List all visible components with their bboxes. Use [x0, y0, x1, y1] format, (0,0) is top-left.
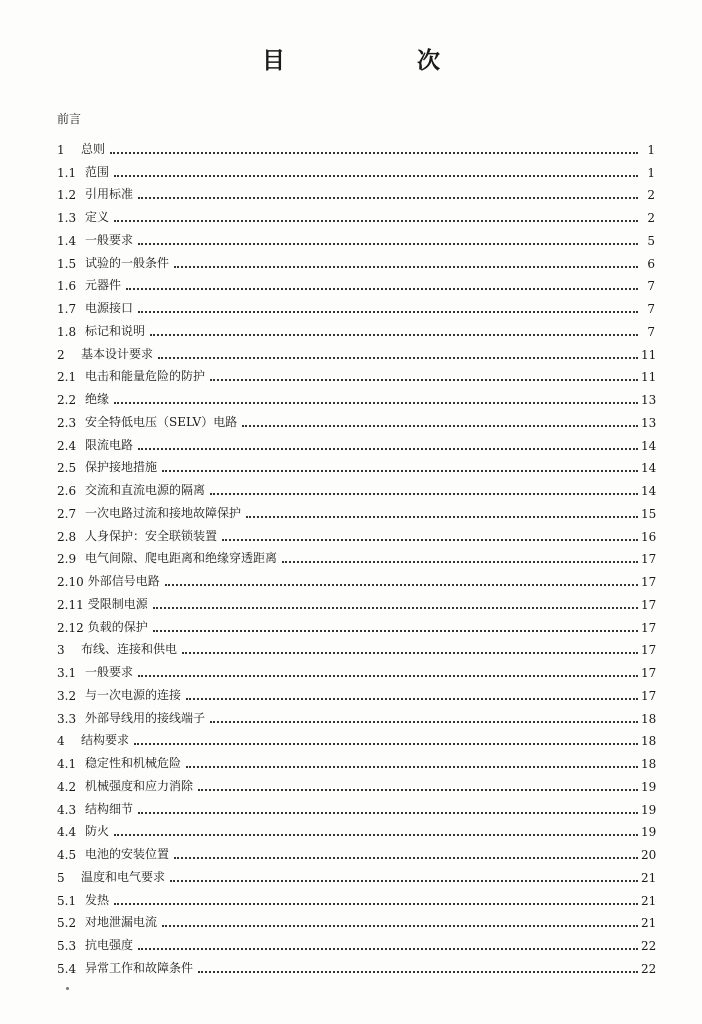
toc-entry — [57, 771, 655, 794]
toc-entry — [57, 157, 655, 180]
toc-entry-page: 17 — [641, 643, 657, 658]
toc-entry-number: 2 — [57, 347, 65, 362]
toc-entry-number: 2.4 — [57, 438, 77, 453]
toc-entry-label: 引用标准 — [85, 187, 134, 202]
toc-entry — [57, 657, 655, 680]
toc-entry-page: 18 — [641, 711, 657, 726]
toc-entry-label: 交流和直流电源的隔离 — [85, 483, 206, 497]
toc-entry-page: 17 — [641, 552, 657, 567]
toc-leader-dots — [186, 765, 638, 768]
toc-entry — [57, 430, 655, 453]
toc-leader-dots — [114, 833, 638, 836]
toc-leader-dots — [210, 492, 638, 495]
toc-entry-label: 结构细节 — [85, 801, 134, 816]
toc-leader-dots — [174, 856, 638, 859]
toc-entry-page: 1 — [647, 165, 655, 180]
toc-entry — [57, 544, 655, 567]
toc-entry-number: 3 — [57, 643, 65, 658]
toc-entry — [57, 726, 655, 749]
toc-entry-number: 3.1 — [57, 666, 77, 680]
toc-entry — [57, 271, 655, 294]
toc-entry-label: 电源接口 — [85, 301, 134, 315]
toc-entry-label: 外部信号电路 — [87, 574, 160, 588]
toc-leader-dots — [114, 401, 638, 404]
toc-entry-label: 与一次电源的连接 — [85, 687, 182, 702]
toc-entry-label: 抗电强度 — [85, 938, 134, 952]
toc-entry-page: 17 — [641, 575, 657, 589]
toc-leader-dots — [114, 174, 638, 177]
toc-entry-number: 1.2 — [57, 188, 77, 203]
toc-entry-number: 1.3 — [57, 211, 77, 225]
toc-entry — [57, 248, 655, 271]
toc-entry — [57, 703, 655, 726]
toc-leader-dots — [174, 265, 638, 268]
toc-leader-dots — [138, 310, 638, 313]
toc-entry — [57, 316, 655, 339]
toc-entry-number: 4.2 — [57, 779, 77, 794]
toc-entry — [57, 180, 655, 203]
toc-entry-label: 温度和电气要求 — [81, 869, 166, 884]
toc-entry-page: 17 — [641, 597, 657, 612]
toc-entry-page: 2 — [647, 211, 655, 225]
toc-leader-dots — [182, 651, 638, 654]
toc-entry — [57, 498, 655, 521]
toc-entry-page: 21 — [641, 893, 657, 908]
toc-entry-label: 定义 — [85, 210, 110, 224]
toc-entry — [57, 862, 655, 885]
toc-entry-label: 布线、连接和供电 — [81, 642, 178, 657]
toc-entry-number: 3.3 — [57, 711, 77, 726]
toc-leader-dots — [126, 287, 638, 290]
toc-entry — [57, 384, 655, 407]
toc-leader-dots — [150, 333, 638, 336]
toc-entry-number: 1.7 — [57, 302, 77, 316]
toc-entry-label: 防火 — [85, 824, 110, 839]
toc-leader-dots — [165, 583, 638, 586]
toc-entry-label: 对地泄漏电流 — [85, 915, 158, 930]
toc-entry-page: 18 — [641, 757, 657, 771]
toc-entry-number: 1.1 — [57, 165, 77, 180]
toc-entry-label: 标记和说明 — [85, 323, 146, 338]
toc-entry — [57, 293, 655, 316]
toc-entry-page: 11 — [641, 347, 657, 362]
toc-entry-label: 异常工作和故障条件 — [85, 960, 194, 975]
toc-entry — [57, 839, 655, 862]
toc-entry-page: 13 — [641, 415, 657, 430]
toc-entry-number: 2.3 — [57, 415, 77, 430]
toc-entry-page: 22 — [641, 939, 657, 953]
toc-entry-label: 人身保护：安全联锁装置 — [85, 528, 218, 543]
toc-entry-page: 22 — [641, 961, 657, 976]
toc-entry-label: 一般要求 — [85, 665, 134, 679]
toc-leader-dots — [138, 947, 638, 950]
toc-leader-dots — [158, 356, 638, 359]
toc-entry — [57, 953, 655, 976]
toc-leader-dots — [170, 879, 638, 882]
toc-entry-page: 5 — [647, 233, 655, 248]
toc-entry-number: 2.1 — [57, 370, 77, 385]
page-title: 目 次 — [261, 47, 502, 74]
toc-leader-dots — [186, 697, 638, 700]
toc-leader-dots — [153, 629, 638, 632]
toc-entry — [57, 362, 655, 385]
toc-leader-dots — [138, 447, 638, 450]
toc-entry-page: 14 — [641, 461, 657, 476]
toc-entry-page: 6 — [647, 256, 655, 271]
toc-leader-dots — [138, 811, 638, 814]
toc-entry — [57, 612, 655, 635]
toc-entry — [57, 908, 655, 931]
toc-entry-label: 范围 — [85, 164, 110, 179]
toc-entry-label: 电气间隙、爬电距离和绝缘穿透距离 — [85, 551, 278, 566]
toc-entry-label: 受限制电源 — [87, 596, 148, 611]
toc-entry — [57, 817, 655, 840]
toc-entry-number: 5.3 — [57, 939, 77, 953]
toc-entry-label: 保护接地措施 — [85, 460, 158, 475]
toc-entry-page: 15 — [641, 506, 657, 521]
toc-leader-dots — [282, 560, 638, 563]
toc-leader-dots — [242, 424, 638, 427]
toc-entry-label: 负载的保护 — [87, 619, 148, 634]
toc-leader-dots — [162, 469, 638, 472]
toc-entry-number: 2.10 — [57, 575, 84, 589]
toc-entry-number: 2.12 — [57, 620, 84, 635]
toc-entry-label: 一次电路过流和接地故障保护 — [85, 505, 242, 520]
toc-entry — [57, 885, 655, 908]
toc-entry-number: 1.8 — [57, 324, 77, 339]
toc-entry-number: 5.4 — [57, 961, 77, 976]
toc-entry-label: 电池的安装位置 — [85, 847, 170, 861]
toc-entry-page: 16 — [641, 529, 657, 544]
toc-entry-page: 7 — [647, 279, 655, 294]
scan-speck — [66, 987, 69, 990]
toc-leader-dots — [114, 219, 638, 222]
toc-entry-label: 稳定性和机械危险 — [85, 756, 182, 770]
toc-leader-dots — [210, 720, 638, 723]
toc-entry-number: 2.8 — [57, 529, 77, 544]
toc-entry-number: 2.11 — [57, 597, 84, 612]
toc-entry-page: 7 — [647, 302, 655, 316]
toc-entry-number: 1.5 — [57, 256, 77, 271]
toc-leader-dots — [134, 742, 638, 745]
toc-entry — [57, 225, 655, 248]
toc-entry-page: 14 — [641, 484, 657, 498]
toc-entry — [57, 680, 655, 703]
toc-entry-number: 1 — [57, 142, 65, 157]
toc-entry — [57, 407, 655, 430]
toc-entry-label: 外部导线用的接线端子 — [85, 710, 206, 725]
toc-entry-label: 一般要求 — [85, 232, 134, 247]
toc-entry-label: 试验的一般条件 — [85, 255, 170, 270]
toc-entry — [57, 589, 655, 612]
table-of-contents — [57, 134, 655, 976]
toc-entry-number: 2.5 — [57, 461, 77, 476]
toc-entry — [57, 566, 655, 589]
toc-entry-page: 19 — [641, 825, 657, 840]
toc-leader-dots — [246, 515, 638, 518]
toc-entry-number: 3.2 — [57, 688, 77, 703]
toc-entry — [57, 748, 655, 771]
toc-entry-number: 2.7 — [57, 506, 77, 521]
toc-leader-dots — [138, 196, 638, 199]
toc-entry — [57, 134, 655, 157]
toc-leader-dots — [138, 242, 638, 245]
toc-entry-page: 2 — [647, 188, 655, 203]
toc-entry-number: 4 — [57, 734, 65, 749]
toc-entry-label: 安全特低电压（SELV）电路 — [85, 414, 238, 429]
toc-entry-number: 4.3 — [57, 802, 77, 817]
toc-entry — [57, 930, 655, 953]
toc-entry-number: 1.4 — [57, 233, 77, 248]
toc-entry-label: 结构要求 — [81, 733, 130, 748]
toc-entry-number: 5.2 — [57, 916, 77, 931]
toc-entry-label: 限流电路 — [85, 437, 134, 452]
toc-entry-label: 绝缘 — [85, 392, 110, 406]
toc-entry — [57, 453, 655, 476]
toc-entry-number: 5 — [57, 870, 65, 885]
toc-entry-number: 2.6 — [57, 484, 77, 498]
toc-entry — [57, 794, 655, 817]
toc-leader-dots — [114, 902, 638, 905]
toc-entry — [57, 339, 655, 362]
toc-leader-dots — [210, 378, 638, 381]
toc-entry — [57, 202, 655, 225]
toc-entry-page: 21 — [641, 870, 657, 885]
toc-leader-dots — [222, 538, 638, 541]
toc-entry-number: 4.4 — [57, 825, 77, 840]
toc-entry-page: 20 — [641, 848, 657, 862]
toc-entry-label: 基本设计要求 — [81, 346, 154, 361]
toc-preface: 前言 — [57, 112, 82, 126]
toc-entry-number: 4.1 — [57, 757, 77, 771]
toc-entry — [57, 521, 655, 544]
toc-leader-dots — [198, 788, 638, 791]
toc-entry-label: 发热 — [85, 892, 110, 907]
toc-entry-page: 19 — [641, 779, 657, 794]
toc-entry-page: 17 — [641, 688, 657, 703]
toc-entry-page: 1 — [647, 142, 655, 157]
toc-entry-label: 总则 — [81, 141, 106, 156]
toc-entry-page: 11 — [641, 370, 657, 385]
toc-entry-page: 13 — [641, 393, 657, 407]
toc-entry-page: 17 — [641, 620, 657, 635]
toc-entry-number: 4.5 — [57, 848, 77, 862]
toc-entry-label: 机械强度和应力消除 — [85, 778, 194, 793]
toc-entry-page: 18 — [641, 734, 657, 749]
toc-entry-label: 电击和能量危险的防护 — [85, 369, 206, 384]
toc-leader-dots — [198, 970, 638, 973]
toc-leader-dots — [138, 674, 638, 677]
toc-entry-page: 7 — [647, 324, 655, 339]
toc-entry-page: 14 — [641, 438, 657, 453]
toc-entry — [57, 635, 655, 658]
toc-entry-number: 1.6 — [57, 279, 77, 294]
toc-entry-page: 21 — [641, 916, 657, 931]
toc-entry-number: 2.2 — [57, 393, 77, 407]
toc-entry-page: 17 — [641, 666, 657, 680]
toc-leader-dots — [110, 151, 638, 154]
toc-leader-dots — [162, 924, 638, 927]
toc-entry-label: 元器件 — [85, 278, 122, 293]
toc-leader-dots — [153, 606, 638, 609]
toc-entry — [57, 475, 655, 498]
toc-entry-page: 19 — [641, 802, 657, 817]
toc-entry-number: 5.1 — [57, 893, 77, 908]
toc-entry-number: 2.9 — [57, 552, 77, 567]
